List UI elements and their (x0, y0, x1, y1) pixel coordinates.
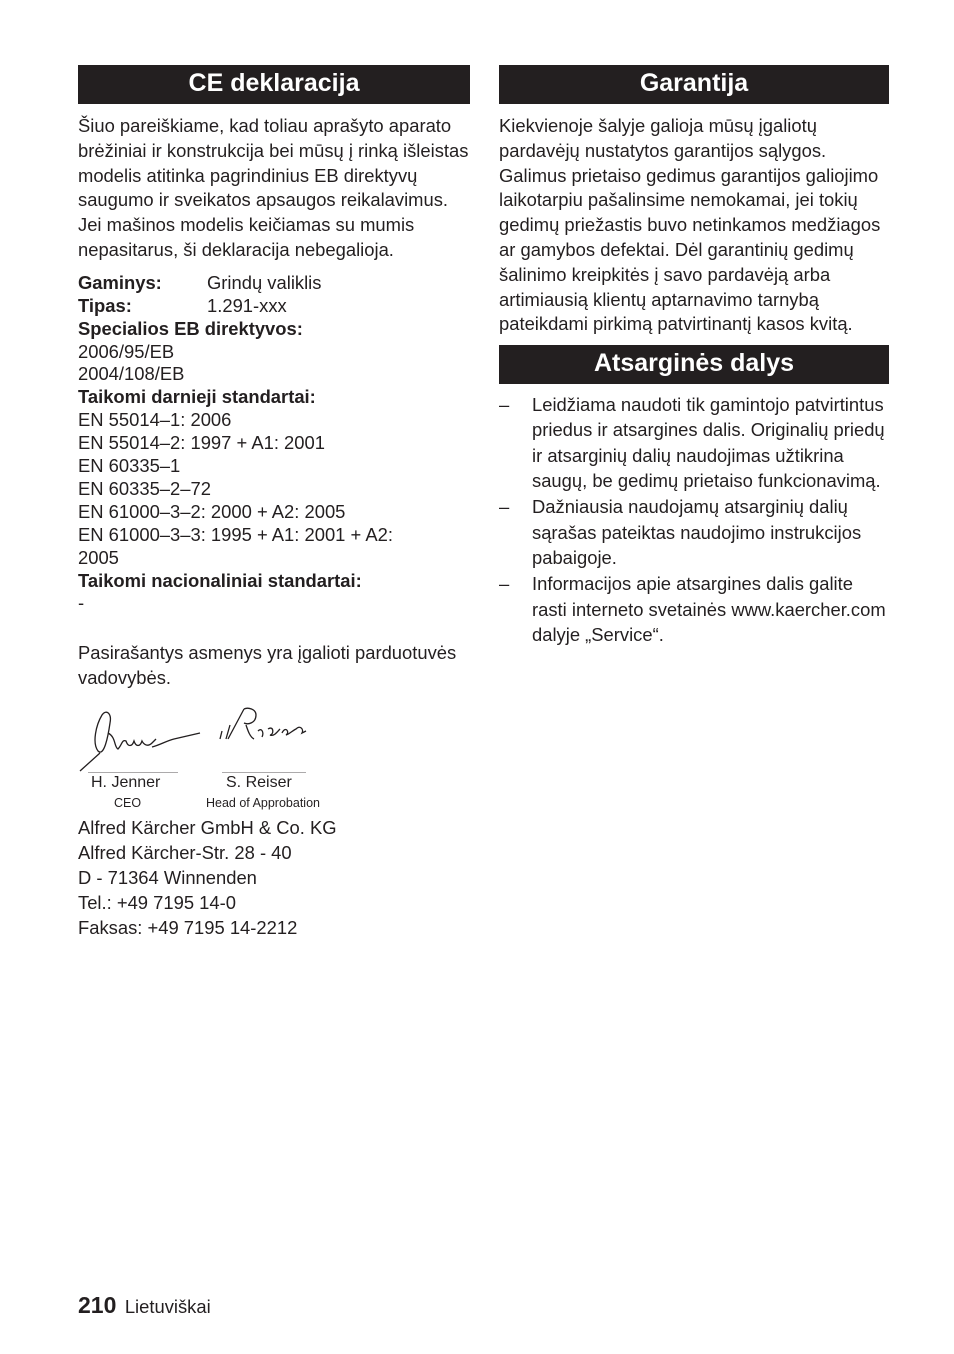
directive-item: 2006/95/EB (78, 340, 175, 362)
page-footer (78, 1292, 211, 1319)
standard-item: EN 55014–2: 1997 + A1: 2001 (78, 432, 325, 454)
company-address (78, 815, 470, 940)
standard-item: EN 55014–1: 2006 (78, 409, 232, 431)
standard-item: 2005 (78, 546, 119, 568)
type-value: 1.291-xxx (207, 294, 287, 316)
dash-bullet: – (499, 394, 510, 416)
warranty-heading: Garantija (499, 65, 889, 104)
address-line: Alfred Kärcher-Str. 28 - 40 (78, 841, 292, 863)
product-row (78, 272, 470, 295)
directives-label: Specialios EB direktyvos: (78, 317, 303, 339)
list-item-text: Dažniausia naudojamų atsarginių dalių sąrašas pateiktas naudojimo instrukcijos pabaigoje. (532, 496, 862, 568)
list-item-text: Informacijos apie atsargines dalis galite rasti interneto svetainės www.kaercher.com dalyje „Service“. (532, 573, 886, 645)
signer1-name: H. Jenner (91, 773, 161, 791)
address-line: Alfred Kärcher GmbH & Co. KG (78, 816, 337, 838)
product-label: Gaminys: (78, 271, 162, 293)
ce-intro-text: Šiuo pareiškiame, kad toliau aprašyto aparato brėžiniai ir konstrukcija bei mūsų į rinką išleistas modelis atitinka pagrindinius EB direktyvų saugumo ir sveikatos apsaugos reikalavimus. Jei mašinos modelis keičiamas su mumis nepasitarus, ši deklaracija nebegalioja. (78, 115, 469, 260)
signature-s-reiser (220, 708, 306, 739)
spare-parts-section (499, 345, 891, 647)
signer2-role: Head of Approbation (206, 795, 320, 810)
signer2-name: S. Reiser (226, 773, 292, 791)
standard-item: EN 61000–3–3: 1995 + A1: 2001 + A2: (78, 523, 393, 545)
signer1-role: CEO (114, 795, 142, 810)
ce-declaration-heading: CE deklaracija (78, 65, 470, 104)
signatures-block (78, 703, 470, 815)
address-line: D - 71364 Winnenden (78, 866, 257, 888)
ce-declaration-column (78, 65, 470, 940)
directive-item: 2004/108/EB (78, 363, 185, 385)
warranty-text: Kiekvienoje šalyje galioja mūsų įgaliotų pardavėjų nustatytos garantijos sąlygos. Galimus prietaiso gedimus garantijos galiojimo laikotarpiu pašalinsime nemokamai, jei tokių gedimų priežastis buvo netinkamos medžiagos ar gamybos defektai. Dėl garantinių gedimų šalinimo kreipkitės į savo pardavėją arba artimiausią klientų aptarnavimo tarnybą pateikdami pirkimą patvirtinantį kasos kvitą. (499, 115, 881, 335)
harmonized-standards-label: Taikomi darnieji standartai: (78, 386, 316, 408)
standard-item: EN 60335–1 (78, 455, 181, 477)
standard-item: EN 60335–2–72 (78, 477, 211, 499)
type-label: Tipas: (78, 294, 132, 316)
dash-bullet: – (499, 496, 510, 518)
warranty-column (499, 65, 891, 648)
product-spec-block (78, 272, 470, 616)
spare-parts-heading: Atsarginės dalys (499, 345, 889, 384)
address-line: Tel.: +49 7195 14-0 (78, 891, 236, 913)
list-item (499, 571, 891, 647)
national-standards-label: Taikomi nacionaliniai standartai: (78, 569, 362, 591)
standard-item: EN 61000–3–2: 2000 + A2: 2005 (78, 500, 346, 522)
type-row (78, 295, 470, 318)
dash-bullet: – (499, 573, 510, 595)
footer-language: Lietuviškai (124, 1296, 211, 1317)
list-item (499, 494, 891, 570)
product-value: Grindų valiklis (207, 271, 322, 293)
list-item (499, 392, 891, 493)
signatories-note: Pasirašantys asmenys yra įgalioti parduotuvės vadovybės. (78, 642, 457, 689)
spare-parts-list (499, 392, 891, 647)
address-line: Faksas: +49 7195 14-2212 (78, 916, 298, 938)
page-number: 210 (78, 1292, 117, 1318)
list-item-text: Leidžiama naudoti tik gamintojo patvirtintus priedus ir atsargines dalis. Originalių priedų ir atsarginių dalių naudojimas užtikrina saugų, be gedimų prietaiso funkcionavimą. (532, 394, 885, 492)
signature-h-jenner (80, 712, 200, 771)
handwritten-signatures (78, 703, 338, 773)
national-standards-value: - (78, 592, 85, 614)
